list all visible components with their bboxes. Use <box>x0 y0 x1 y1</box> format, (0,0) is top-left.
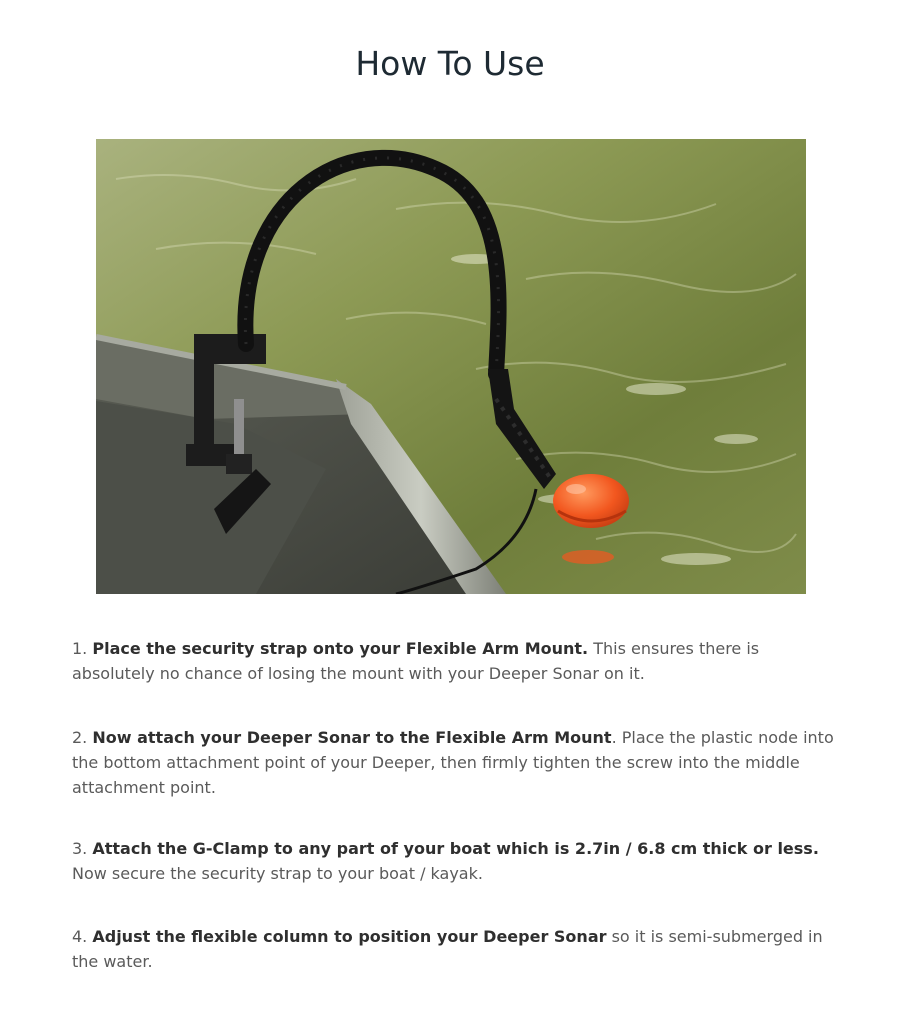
step-3 <box>72 836 842 886</box>
step-3-number: 3. <box>72 839 88 858</box>
step-4 <box>72 924 842 974</box>
page-title: How To Use <box>355 44 545 83</box>
step-1-number: 1. <box>72 639 88 658</box>
step-2-text: . Place the plastic node into the bottom attachment point of your Deeper, then firmly tighten the screw into the middle attachment point. <box>72 728 834 797</box>
step-2 <box>72 725 842 800</box>
step-3-bold: Attach the G-Clamp to any part of your boat which is 2.7in / 6.8 cm thick or less. <box>92 839 819 858</box>
step-1-bold: Place the security strap onto your Flexible Arm Mount. <box>92 639 589 658</box>
step-4-number: 4. <box>72 927 88 946</box>
step-2-bold: Now attach your Deeper Sonar to the Flexible Arm Mount <box>92 728 612 747</box>
step-4-bold: Adjust the flexible column to position your Deeper Sonar <box>92 927 607 946</box>
step-2-number: 2. <box>72 728 88 747</box>
step-1-text: This ensures there is absolutely no chance of losing the mount with your Deeper Sonar on it. <box>72 639 760 683</box>
step-4-text: so it is semi-submerged in the water. <box>72 927 823 971</box>
product-photo <box>96 139 806 594</box>
step-3-text: Now secure the security strap to your boat / kayak. <box>72 864 483 883</box>
step-1 <box>72 636 842 686</box>
